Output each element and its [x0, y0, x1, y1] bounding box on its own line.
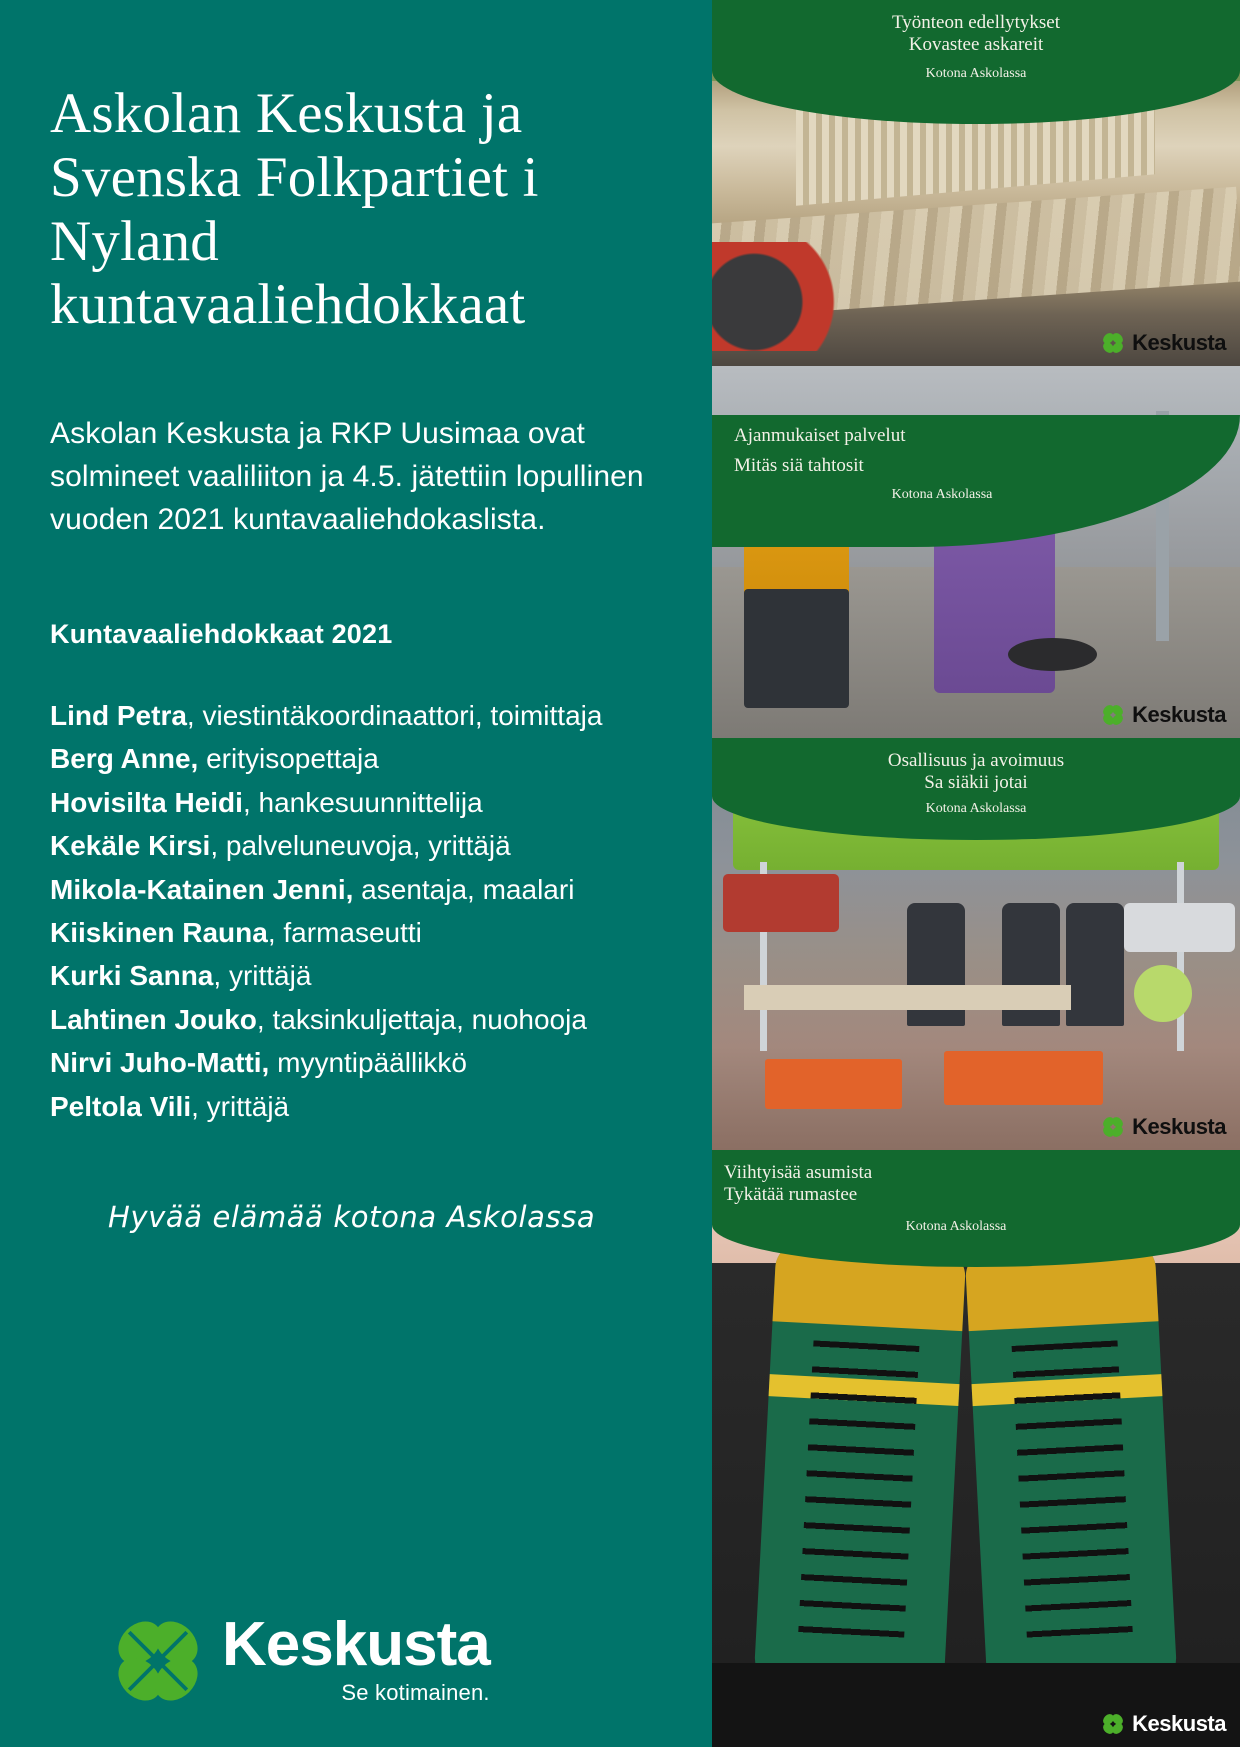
list-item: [50, 781, 688, 824]
candidate-role: palveluneuvoja, yrittäjä: [218, 830, 511, 862]
candidate-sep: ,: [186, 700, 195, 732]
photo-sock: [965, 1241, 1178, 1692]
card-overlay: [712, 738, 1240, 840]
card-badge-label: Keskusta: [1132, 1114, 1226, 1139]
photo-crate: [944, 1051, 1102, 1105]
clover-icon: [1101, 331, 1125, 355]
candidate-name: Kurki Sanna: [50, 960, 214, 992]
list-item: [50, 911, 688, 954]
card-subline: Kotona Askolassa: [925, 800, 1027, 816]
card-subline: Kotona Askolassa: [925, 65, 1027, 81]
candidate-role: myyntipäällikkö: [269, 1047, 467, 1079]
candidate-sep: ,: [191, 1090, 199, 1122]
card-badge: [1101, 1711, 1226, 1737]
candidate-name: Kiiskinen Rauna: [50, 917, 268, 949]
candidate-name: Nirvi Juho-Matti,: [50, 1047, 270, 1079]
photo-car: [1124, 903, 1235, 952]
card-headline-2: Kovastee askareit: [908, 34, 1044, 56]
candidate-sep: ,: [242, 786, 251, 818]
candidate-name: Hovisilta Heidi: [50, 786, 243, 818]
candidate-name: Kekäle Kirsi: [50, 830, 211, 862]
card-headline-1: Työnteon edellytykset: [891, 12, 1061, 33]
candidate-name: Mikola-Katainen Jenni,: [50, 873, 354, 905]
photo-sock-cable: [1011, 1340, 1133, 1646]
card-badge-label: Keskusta: [1132, 1711, 1226, 1736]
candidate-sep: ,: [267, 917, 276, 949]
card-headline-1: Viihtyisää asumista: [724, 1162, 873, 1183]
candidate-role: erityisopettaja: [198, 743, 379, 775]
photo-tractor: [712, 242, 849, 352]
photo-sock: [753, 1241, 966, 1692]
logo-wordmark: Keskusta: [222, 1609, 490, 1679]
card-subline: Kotona Askolassa: [905, 1218, 1007, 1234]
candidate-role: asentaja, maalari: [353, 873, 575, 905]
card-headline-2: Sa siäkii jotai: [924, 772, 1028, 794]
clover-icon: [110, 1613, 206, 1709]
list-item: [50, 694, 688, 737]
candidate-role: viestintäkoordinaattori, toimittaja: [194, 700, 603, 732]
card-subline: Kotona Askolassa: [891, 486, 993, 502]
logo-text-block: [222, 1609, 490, 1707]
card-headline-1: Ajanmukaiset palvelut: [734, 425, 906, 446]
keskusta-logo: [110, 1609, 490, 1709]
photo-crate: [765, 1059, 902, 1108]
card-viihtyisaa-asumista[interactable]: [712, 1150, 1240, 1747]
card-headline-2: Tykätää rumastee: [724, 1184, 858, 1206]
photo-table: [744, 985, 1071, 1010]
list-item: [50, 954, 688, 997]
list-item: [50, 868, 688, 911]
card-overlay: [712, 0, 1240, 124]
list-item: [50, 824, 688, 867]
candidate-name: Berg Anne,: [50, 743, 199, 775]
card-osallisuus-ja-avoimuus[interactable]: [712, 738, 1240, 1150]
candidate-sep: ,: [256, 1003, 265, 1035]
clover-icon: [1101, 1115, 1125, 1139]
slogan-text: Hyvää elämää kotona Askolassa: [108, 1200, 596, 1234]
photo-van: [723, 874, 839, 932]
intro-paragraph: Askolan Keskusta ja RKP Uusimaa ovat solmineet vaaliliiton ja 4.5. jätettiin lopullinen vuoden 2021 kuntavaaliehdokaslista.: [50, 417, 644, 536]
candidate-role: yrittäjä: [198, 1090, 290, 1122]
candidates-heading: Kuntavaaliehdokkaat 2021: [50, 619, 393, 650]
list-item: [50, 1085, 688, 1128]
card-badge: [1101, 702, 1226, 728]
candidate-role: hankesuunnittelija: [250, 786, 483, 818]
photo-tire: [1008, 638, 1098, 671]
card-badge-label: Keskusta: [1132, 330, 1226, 355]
photo-card-column: [712, 0, 1240, 1747]
candidate-role: farmaseutti: [275, 917, 422, 949]
list-item: [50, 737, 688, 780]
candidate-name: Peltola Vili: [50, 1090, 192, 1122]
card-tyonteon-edellytykset[interactable]: [712, 0, 1240, 366]
card-headline-1: Osallisuus ja avoimuus: [887, 750, 1065, 771]
card-overlay: [712, 1150, 1240, 1267]
card-headline-2: Mitäs siä tahtosit: [734, 455, 864, 477]
card-badge-label: Keskusta: [1132, 702, 1226, 727]
photo-sock-cable: [797, 1340, 919, 1646]
candidate-name: Lind Petra: [50, 700, 187, 732]
list-item: [50, 998, 688, 1041]
clover-icon: [1101, 1712, 1125, 1736]
candidate-role: taksinkuljettaja, nuohooja: [264, 1003, 587, 1035]
card-badge: [1101, 330, 1226, 356]
photo-person: [1066, 903, 1124, 1027]
photo-tent-leg: [1177, 862, 1184, 1052]
card-badge: [1101, 1114, 1226, 1140]
candidate-role: yrittäjä: [221, 960, 312, 992]
candidate-sep: ,: [213, 960, 222, 992]
candidate-list: [50, 650, 688, 1128]
page-title: Askolan Keskusta ja Svenska Folkpartiet i Nyland kuntavaaliehdokkaat: [50, 82, 539, 337]
candidate-sep: ,: [210, 830, 219, 862]
card-ajanmukaiset-palvelut[interactable]: [712, 366, 1240, 738]
logo-tagline: Se kotimainen.: [341, 1680, 490, 1706]
list-item: [50, 1041, 688, 1084]
candidate-name: Lahtinen Jouko: [50, 1003, 257, 1035]
photo-adult-legs: [744, 589, 850, 708]
clover-icon: [1101, 703, 1125, 727]
